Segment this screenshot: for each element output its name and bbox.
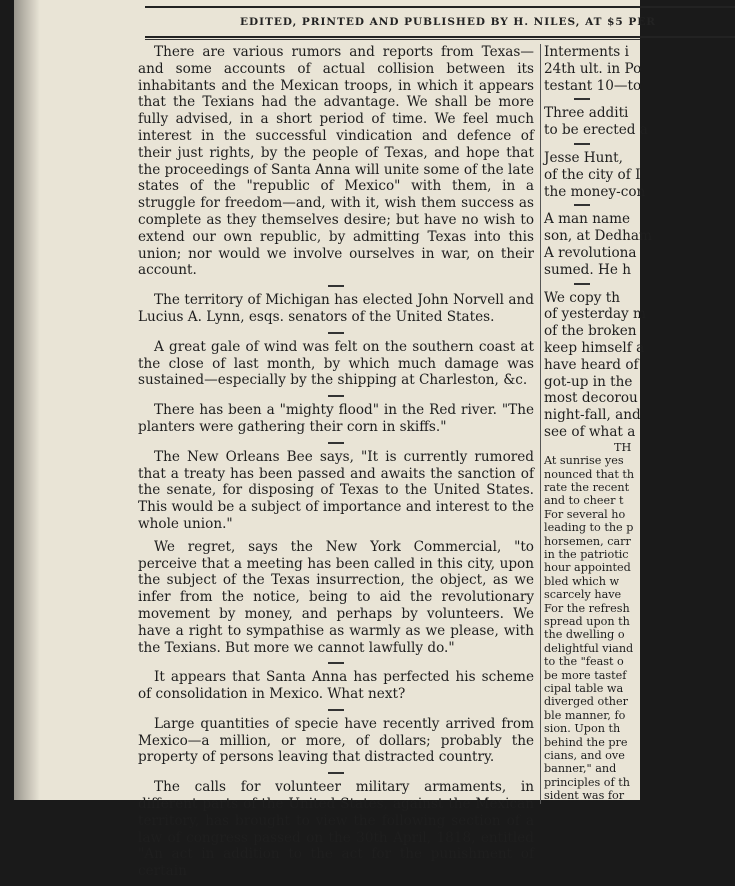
right-line: of the broken	[544, 323, 637, 340]
right-line: cians, and ove	[544, 749, 625, 763]
paragraph-specie: Large quantities of specie have recently arrived from Mexico—a million, or more, of dollars; probably the property of persons leaving that distracted country.	[138, 715, 534, 766]
separator	[328, 285, 344, 287]
right-line: the dwelling o	[544, 628, 625, 642]
paragraph-santa-anna: It appears that Santa Anna has perfected his scheme of consolidation in Mexico. What next?	[138, 669, 534, 703]
right-line: horsemen, carr	[544, 534, 631, 548]
separator	[574, 283, 590, 285]
separator	[328, 442, 344, 444]
separator	[574, 204, 590, 206]
right-block-jesse-hunt	[544, 150, 644, 200]
right-line: hour appointed	[544, 561, 631, 575]
right-block-dedham	[544, 211, 652, 278]
right-line: rate the recent	[544, 480, 630, 494]
right-line: behind the pre	[544, 735, 628, 749]
right-line: see of what a	[544, 423, 636, 440]
right-line: cipal table wa	[544, 682, 624, 696]
right-line: have heard of	[544, 356, 639, 373]
right-line: ble manner, fo	[544, 708, 626, 722]
right-line: Interments i	[544, 44, 629, 60]
paragraph-michigan-senators: The territory of Michigan has elected John Norvell and Lucius A. Lynn, esqs. senators of the United States.	[138, 292, 534, 325]
right-line: principles of th	[544, 775, 630, 789]
right-line: leading to the p	[544, 521, 634, 535]
right-line: be more tastef	[544, 668, 627, 682]
right-line: A revolutiona	[544, 244, 637, 261]
right-heading: TH	[614, 440, 632, 454]
masthead-line	[145, 6, 735, 38]
right-line: bled which w	[544, 574, 620, 588]
right-line: 24th ult. in Po	[544, 60, 642, 77]
right-line: and to cheer t	[544, 494, 624, 508]
right-line: scarcely have	[544, 588, 622, 602]
right-line: night-fall, and	[544, 407, 641, 424]
paragraph-texas-rumors: There are various rumors and reports from Texas—and some accounts of actual collision between its inhabitants and the Mexican troops, in which it appears that the Texians had the advantage. We shall be more fully advised, in a short period of time. We feel much interest in the successful vindication and defence of their just rights, by the people of Texas, and hope that the proceedings of Santa Anna will unite some of the late states of the "republic of Mexico" with them, in a struggle for freedom—and, with it, wish them success as complete as they themselves desire; but have no wish to extend our own republic, by admitting Texas into this union; nor would we involve ourselves in war, on their account.	[138, 44, 535, 279]
right-line: sident was for	[544, 789, 625, 803]
right-block-three	[544, 105, 648, 139]
separator	[328, 772, 344, 774]
right-line: We copy th	[544, 289, 620, 306]
right-line: spread upon th	[544, 615, 630, 629]
right-line: of the city of I	[544, 166, 641, 183]
right-line: to the "feast o	[544, 655, 624, 669]
right-line: in the patriotic	[544, 547, 629, 561]
right-line: the money-con	[544, 183, 646, 200]
paragraph-new-orleans-bee: The New Orleans Bee says, "It is currently rumored that a treaty has been passed and awaits the sanction of the senate, for disposing of Texas to the United States. This would be a subject of importance and interest to the whole union."	[138, 448, 534, 532]
masthead-text: EDITED, PRINTED AND PUBLISHED BY H. NILES, AT $5 PER	[240, 16, 657, 28]
right-line: son, at Dedham	[544, 228, 652, 245]
right-line: to be erected a	[544, 122, 648, 139]
right-line: banner," and	[544, 762, 617, 776]
right-block-sunrise	[544, 441, 644, 803]
separator	[328, 395, 344, 397]
right-line: For the refresh	[544, 601, 630, 615]
separator	[328, 662, 344, 664]
right-block-interments	[544, 44, 644, 94]
main-column	[138, 44, 534, 886]
right-line: A man name	[544, 211, 631, 228]
right-line: sion. Upon th	[544, 722, 621, 736]
right-line: most decorou	[544, 390, 638, 407]
header-rule	[145, 39, 640, 40]
paragraph-red-river-flood: There has been a "mighty flood" in the Red river. "The planters were gathering their corn in skiffs."	[138, 402, 534, 435]
right-line: delightful viand	[544, 641, 634, 655]
right-line: diverged other	[544, 695, 628, 709]
separator	[574, 98, 590, 100]
right-line: of yesterday m	[544, 306, 646, 323]
right-line: Jesse Hunt,	[544, 149, 623, 166]
right-line: keep himself a	[544, 339, 645, 356]
paragraph-ny-commercial: We regret, says the New York Commercial, "to perceive that a meeting has been called in this city, upon the subject of the Texas insurrection, the object, as we infer from the notice, being to aid the revolutionary movement by money, and perhaps by volunteers. We have a right to sympathise as warmly as we please, with the Texians. But more we cannot lawfully do."	[138, 538, 534, 656]
right-line: testant 10—to	[544, 77, 642, 94]
right-block-we-copy	[544, 290, 644, 441]
separator	[328, 709, 344, 711]
separator	[328, 332, 344, 334]
right-line: At sunrise yes	[544, 454, 624, 468]
paragraph-volunteer-armaments: The calls for volunteer military armaments, in different parts of the United States, against the Mexican territory, has brought to view the following section of a law of congress passed on the 30th April, 1818, entitled "An act in addition to the act for the punishment of certain	[138, 779, 534, 880]
column-rule	[540, 44, 541, 804]
right-line: nounced that th	[544, 467, 635, 481]
separator	[574, 143, 590, 145]
right-column	[544, 44, 652, 803]
right-line: Three additi	[544, 105, 629, 122]
right-line: got-up in the	[544, 373, 633, 390]
right-line: sumed. He h	[544, 261, 631, 278]
paragraph-gale: A great gale of wind was felt on the southern coast at the close of last month, by which much damage was sustained—especially by the shipping at Charleston, &c.	[138, 338, 534, 389]
right-line: For several ho	[544, 507, 626, 521]
